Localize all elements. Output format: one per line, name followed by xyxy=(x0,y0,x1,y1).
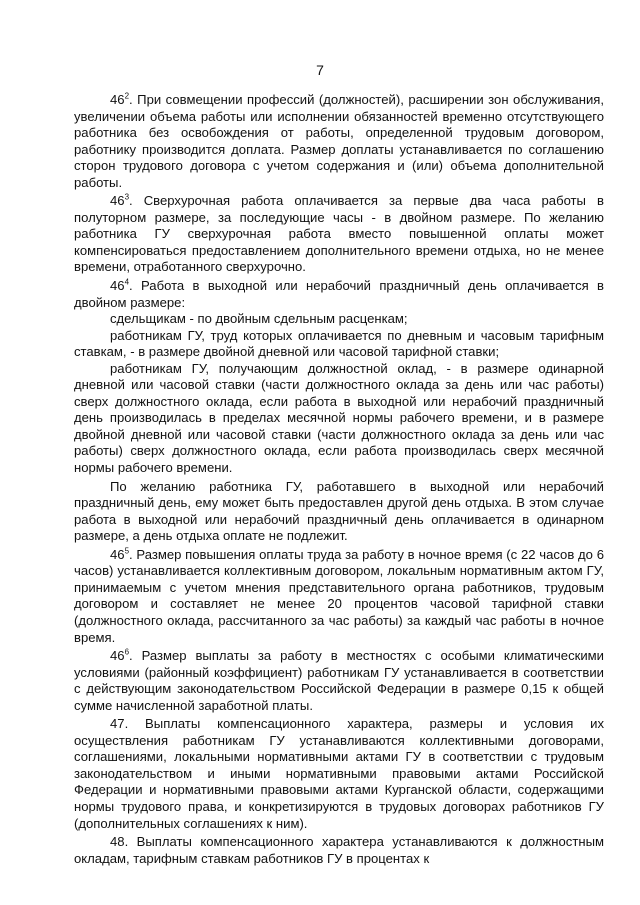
paragraph-salaried-workers: работникам ГУ, получающим должностной оклад, - в размере одинарной дневной или часовой ставки (части должностного оклада за день или час работы) сверх должностного оклада, если работа в выходной или нерабочий праздничный день производилась в пределах месячной нормы рабочего времени, и в размере двойной дневной или часовой ставки (части должностного оклада за день или час работы) сверх должностного оклада, если работа производилась сверх месячной нормы рабочего времени. xyxy=(74,360,604,476)
paragraph-46-3: $46^3$. Сверхурочная работа оплачивается за первые два часа работы в полуторном размере, за последующие часы - в двойном размере. По желанию работника ГУ сверхурочная работа вместо повышенной оплаты может компенсироваться предоставлением дополнительного времени отдыха, но не менее времени, отработанного сверхурочно. xyxy=(74,192,604,275)
document-body xyxy=(74,92,604,867)
paragraph-46-2: $46^2$. При совмещении профессий (должностей), расширении зон обслуживания, увеличении объема работы или исполнении обязанностей временно отсутствующего работника без освобождения от работы, определенной трудовым договором, работнику производится доплата. Размер доплаты устанавливается по соглашению сторон трудового договора с учетом содержания и (или) объема дополнительной работы. xyxy=(74,91,604,190)
paragraph-47: 47. Выплаты компенсационного характера, размеры и условия их осуществления работникам ГУ устанавливаются коллективными договорами, соглашениями, локальными нормативными актами ГУ в соответствии с трудовым законодательством и иными нормативными правовыми актами Российской Федерации и нормативными правовыми актами Курганской области, содержащими нормы трудового права, и конкретизируются в трудовых договорах работников ГУ (дополнительных соглашениях к ним). xyxy=(74,716,604,831)
paragraph-46-5: $46^5$. Размер повышения оплаты труда за работу в ночное время (с 22 часов до 6 часов) устанавливается коллективным договором, локальным нормативным актом ГУ, принимаемым с учетом мнения представительного органа работников, трудовым договором и составляет не менее 20 процентов часовой тарифной ставки (должностного оклада, рассчитанного за час работы) за каждый час работы в ночное время. xyxy=(74,546,604,645)
paragraph-piece-workers: сдельщикам - по двойным сдельным расценкам; xyxy=(110,311,408,327)
paragraph-day-off-option: По желанию работника ГУ, работавшего в выходной или нерабочий праздничный день, ему может быть предоставлен другой день отдыха. В этом случае работа в выходной или нерабочий праздничный день оплачивается в одинарном размере, а день отдыха оплате не подлежит. xyxy=(74,478,604,544)
paragraph-46-4: $46^4$. Работа в выходной или нерабочий праздничный день оплачивается в двойном размере: xyxy=(74,277,604,310)
paragraph-48: 48. Выплаты компенсационного характера устанавливаются к должностным окладам, тарифным ставкам работников ГУ в процентах к xyxy=(74,834,604,866)
page-number: 7 xyxy=(316,62,324,78)
paragraph-46-6: $46^6$. Размер выплаты за работу в местностях с особыми климатическими условиями (районный коэффициент) работникам ГУ устанавливается в соответствии с действующим законодательством Российской Федерации в размере 0,15 к общей сумме начисленной заработной платы. xyxy=(74,647,604,713)
paragraph-tariff-workers: работникам ГУ, труд которых оплачивается по дневным и часовым тарифным ставкам, - в размере двойной дневной или часовой тарифной ставки; xyxy=(74,327,604,360)
